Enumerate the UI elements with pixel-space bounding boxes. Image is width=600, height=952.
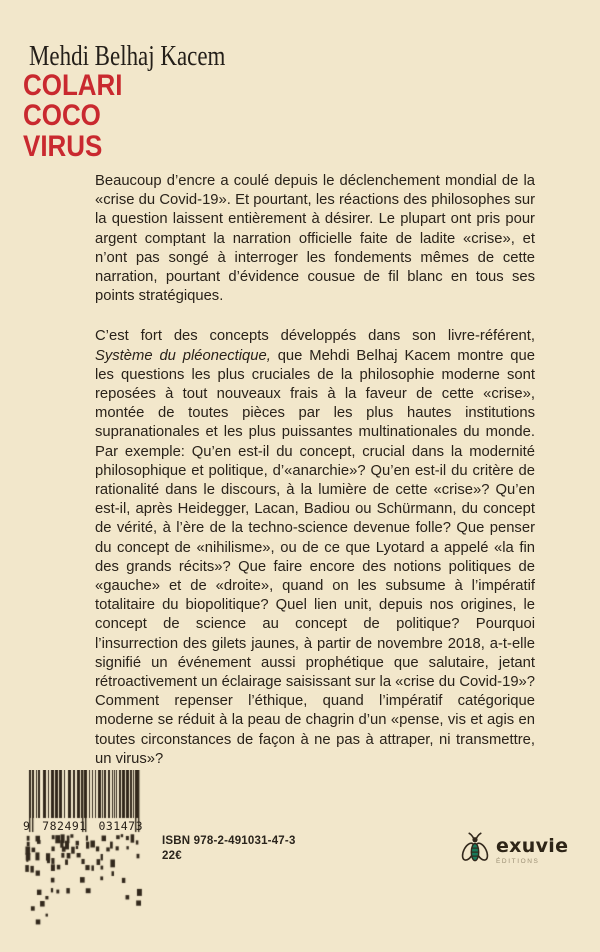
author-name: Mehdi Belhaj Kacem bbox=[29, 41, 226, 72]
blurb-segment: Beaucoup d’encre a coulé depuis le déclenchement mondial de la «crise du Covid-19». Et pourtant, les réactions des philosophes sur la question laissent entièrement à désirer. Le plupart ont pris pour argent comptant la narration officielle faite de ladite «crise», et n’ont pas songé à interroger les fondements mêmes de cette narration, pourtant d’évidence cousue de fil blanc en tous ses points stratégiques. bbox=[95, 173, 535, 305]
title-line-3: VIRUS bbox=[23, 129, 103, 163]
barcode-digit-group: 782491 bbox=[42, 819, 87, 833]
isbn-text: ISBN 978-2-491031-47-3 bbox=[162, 835, 296, 847]
title-line-1: COLARI bbox=[23, 69, 123, 102]
barcode-number bbox=[23, 819, 143, 833]
blurb-segment-italic: Système du pléonectique, bbox=[95, 347, 271, 364]
publisher-name: exuvie bbox=[496, 835, 569, 857]
barcode-digit-group: 9 bbox=[23, 819, 31, 833]
barcode bbox=[23, 770, 145, 952]
blurb-paragraph bbox=[95, 327, 535, 769]
barcode-bars bbox=[23, 770, 145, 952]
book-title bbox=[23, 71, 136, 162]
blurb-segment: que Mehdi Belhaj Kacem montre que les questions les plus cruciales de la philosophie moderne sont reposées à tout nouveaux frais à la faveur de cette «crise», montée de toutes pièces par les plus hautes institutions supranationales et les plus puissantes multinationales du monde. Par exemple: Qu’en est-il du concept, crucial dans la modernité philosophique et politique, d’«anarchie»? Qu’en est-il du critère de rationalité dans le discours, à la lumière de cette «crise»? Qu’en est-il, après Heidegger, Lacan, Badiou ou Schürmann, du concept de vérité, à l’ère de la techno-science devenue folle? Que penser du concept de «nihilisme», ou de ce que Lyotard a appelé «la fin des grands récits»? Que faire encore des notions politiques de «gauche» et de «droite», quand on les subsume à l’impératif totalitaire du biopolitique? Quel lien unit, depuis nos origines, le concept de science au concept de politique? Pourquoi l’insurrection des gilets jaunes, à partir de novembre 2018, a-t-elle signifié un événement aussi prophétique que salutaire, jetant rétroactivement un éclairage saisissant sur la «crise du Covid-19»? Comment repenser l’éthique, quand l’impératif catégorique moderne se réduit à la peau de chagrin d’un «pense, vis et agis en toutes circonstances de façon à ne pas à attraper, ni transmettre, un virus»? bbox=[95, 347, 536, 767]
barcode-digit-group: 031473 bbox=[98, 819, 143, 833]
blurb-paragraph bbox=[95, 172, 535, 306]
blurb-segment: C’est fort des concepts développés dans son livre-référent, bbox=[95, 328, 535, 345]
isbn-block bbox=[162, 834, 296, 864]
title-line-2: COCO bbox=[23, 99, 101, 133]
price-text: 22€ bbox=[162, 850, 182, 862]
back-cover-blurb bbox=[95, 172, 535, 790]
fly-icon bbox=[459, 830, 491, 868]
publisher-logo bbox=[459, 830, 568, 868]
publisher-tagline: ÉDITIONS bbox=[496, 858, 540, 865]
